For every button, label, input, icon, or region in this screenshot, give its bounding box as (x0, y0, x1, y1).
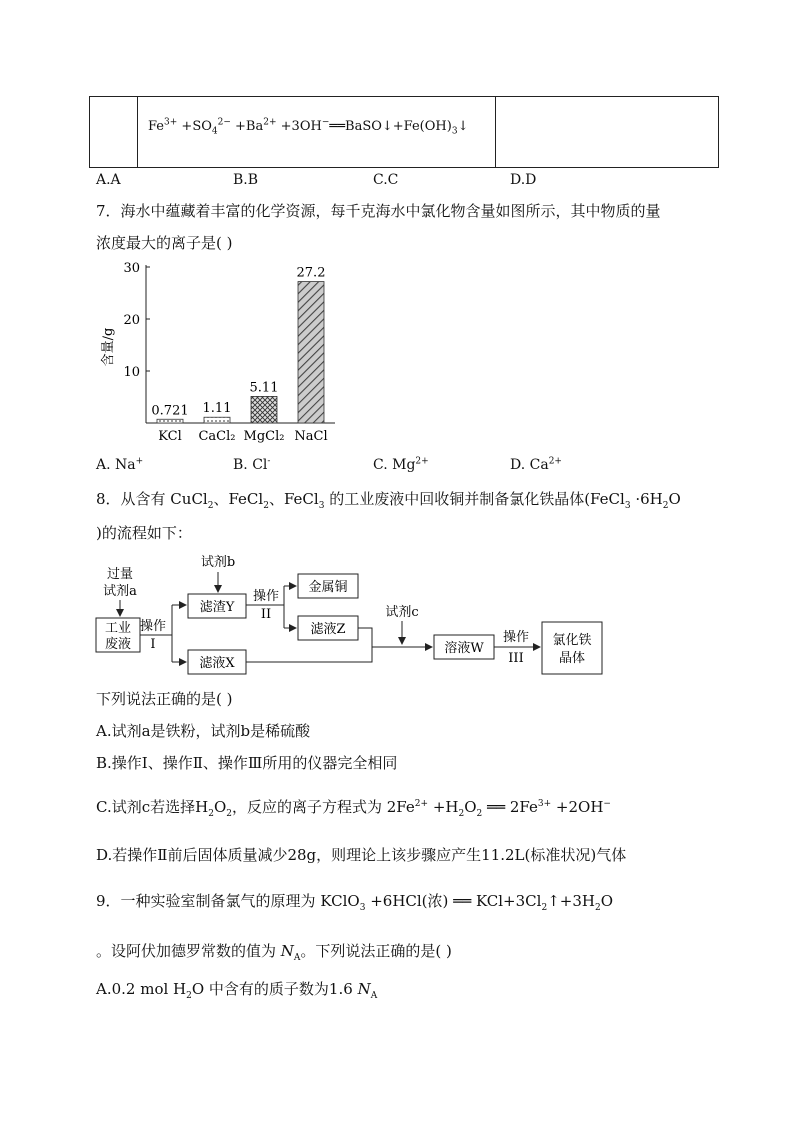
op3-line1: 操作 (502, 630, 530, 645)
category-label: CaCl₂ (198, 429, 236, 444)
op2-line1: 操作 (252, 589, 280, 604)
q8-option-d: D.若操作Ⅱ前后固体质量减少28g，则理论上该步骤应产生11.2L(标准状况)气体 (96, 846, 627, 864)
bar-value-label: 0.721 (151, 403, 189, 419)
q9-line1: 9．一种实验室制备氯气的原理为 KClO$_3$ +6HCl(浓) ══ $KCl+3Cl_2↑+3H_2O$ (96, 892, 613, 913)
op1-line2: I (150, 637, 156, 652)
op3-line2: III (508, 651, 524, 666)
table-divider (495, 97, 496, 167)
answer-table (89, 96, 719, 168)
product-line2: 晶体 (558, 651, 586, 666)
q7-option-d: D. $Ca^{2+}$ (510, 456, 562, 473)
table-equation: $Fe^{3+} +SO_4^{2-} +Ba^{2+}$ $+3OH^-══BaSO↓+Fe(OH)_3↓$ (148, 117, 469, 137)
q7-option-a: A. Na+ (96, 456, 144, 473)
box-product (542, 622, 602, 674)
line-x-merge (246, 647, 372, 662)
product-line1: 氯化铁 (552, 633, 592, 648)
bar-2 (251, 396, 277, 423)
q8-stem: 下列说法正确的是( ) (96, 690, 233, 708)
bar-value-label: 27.2 (296, 265, 326, 281)
bar-value-label: 5.11 (249, 380, 279, 396)
bar-0 (157, 419, 183, 423)
q7-option-c: C. $Mg^{2+}$ (373, 456, 429, 473)
q8-option-c: C.试剂c若选择$H_2O_2$，反应的离子方程式为 $2Fe^{2+} +H_2O_2$ ══ $2Fe^{3+} +2OH^-$ (96, 798, 611, 819)
q7-line2: 浓度最大的离子是( ) (96, 234, 233, 252)
category-label: MgCl₂ (243, 429, 285, 444)
q8-option-b: B.操作Ⅰ、操作Ⅱ、操作Ⅲ所用的仪器完全相同 (96, 754, 398, 772)
prev-option-c: C.C (373, 172, 399, 188)
op2-line2: II (260, 607, 272, 622)
category-label: NaCl (294, 429, 328, 444)
prev-option-a: A.A (96, 172, 121, 188)
residue-y-label: 滤渣Y (199, 600, 235, 615)
q8-flowchart (90, 550, 650, 680)
reagent-b-label: 试剂b (200, 555, 236, 570)
waste-line1: 工业 (104, 621, 132, 636)
y-axis-label: 含量/g (101, 327, 116, 367)
y-tick-label: 20 (123, 313, 140, 328)
filtrate-z-label: 滤液Z (310, 622, 346, 637)
q8-line1: 8．从含有 CuCl$_2$、FeCl$_2$、FeCl$_3$ 的工业废液中回收铜并制备氯化铁晶体(FeCl$_3$ $\cdot 6H_2O$ (96, 490, 681, 511)
y-tick-label: 30 (123, 261, 140, 276)
prev-option-b: B.B (233, 172, 259, 188)
metal-copper-label: 金属铜 (308, 580, 348, 595)
q9-line2: 。设阿伏加德罗常数的值为 $N_A$。下列说法正确的是( ) (96, 942, 452, 963)
filtrate-x-label: 滤液X (199, 656, 235, 671)
q9-option-a: A.0.2 mol $H_2O$ 中含有的质子数为1.6 $N_A$ (96, 980, 378, 1001)
bar-3 (298, 282, 324, 423)
reagent-a-line1: 过量 (106, 567, 134, 582)
table-divider (137, 97, 138, 167)
prev-option-d: D.D (510, 172, 537, 188)
bar-value-label: 1.11 (202, 401, 232, 417)
bar-1 (204, 417, 230, 423)
op1-line1: 操作 (139, 619, 167, 634)
q8-line2: )的流程如下： (96, 524, 192, 542)
waste-line2: 废液 (104, 637, 132, 652)
reagent-c-label: 试剂c (385, 605, 419, 620)
q8-option-a: A.试剂a是铁粉，试剂b是稀硫酸 (96, 722, 311, 740)
solution-w-label: 溶液W (444, 641, 484, 656)
category-label: KCl (158, 429, 182, 444)
reagent-a-line2: 试剂a (103, 584, 137, 599)
q7-bar-chart (90, 255, 350, 450)
y-tick-label: 10 (123, 365, 140, 380)
line-z-merge (358, 628, 372, 647)
q7-line1: 7．海水中蕴藏着丰富的化学资源，每千克海水中氯化物含量如图所示，其中物质的量 (96, 202, 661, 220)
q7-option-b: B. Cl- (233, 456, 271, 473)
